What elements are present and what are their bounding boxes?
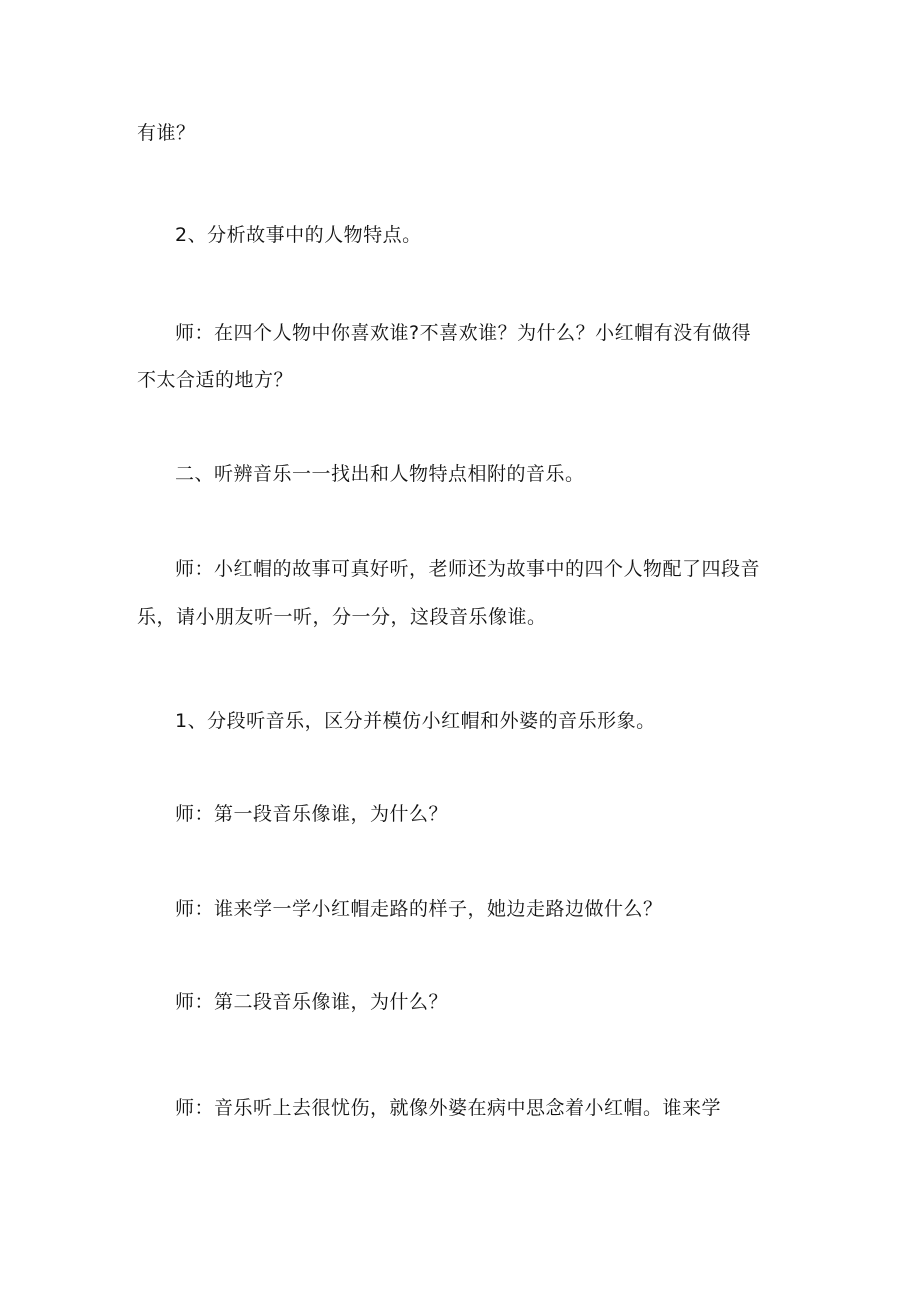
text-line-continuation: 有谁？ — [137, 122, 196, 144]
teacher-question-segment-one: 师：第一段音乐像谁，为什么？ — [175, 803, 449, 825]
teacher-comment-sad-music: 师：音乐听上去很忧伤，就像外婆在病中思念着小红帽。谁来学 — [175, 1097, 722, 1119]
teacher-question-characters: 师：在四个人物中你喜欢谁?不喜欢谁？为什么？小红帽有没有做得 — [175, 322, 752, 344]
teacher-intro-continuation: 乐，请小朋友听一听，分一分，这段音乐像谁。 — [137, 606, 547, 628]
teacher-question-continuation: 不太合适的地方？ — [137, 369, 294, 391]
teacher-question-imitate-walk: 师：谁来学一学小红帽走路的样子，她边走路边做什么？ — [175, 898, 663, 920]
teacher-intro-music: 师：小红帽的故事可真好听，老师还为故事中的四个人物配了四段音 — [175, 558, 761, 580]
step-heading-analyze-characters: 2、分析故事中的人物特点。 — [175, 224, 422, 246]
teacher-question-segment-two: 师：第二段音乐像谁，为什么？ — [175, 991, 449, 1013]
section-heading-listen-music: 二、听辨音乐一一找出和人物特点相附的音乐。 — [175, 463, 585, 485]
step-heading-segment-listening: 1、分段听音乐，区分并模仿小红帽和外婆的音乐形象。 — [175, 710, 656, 732]
